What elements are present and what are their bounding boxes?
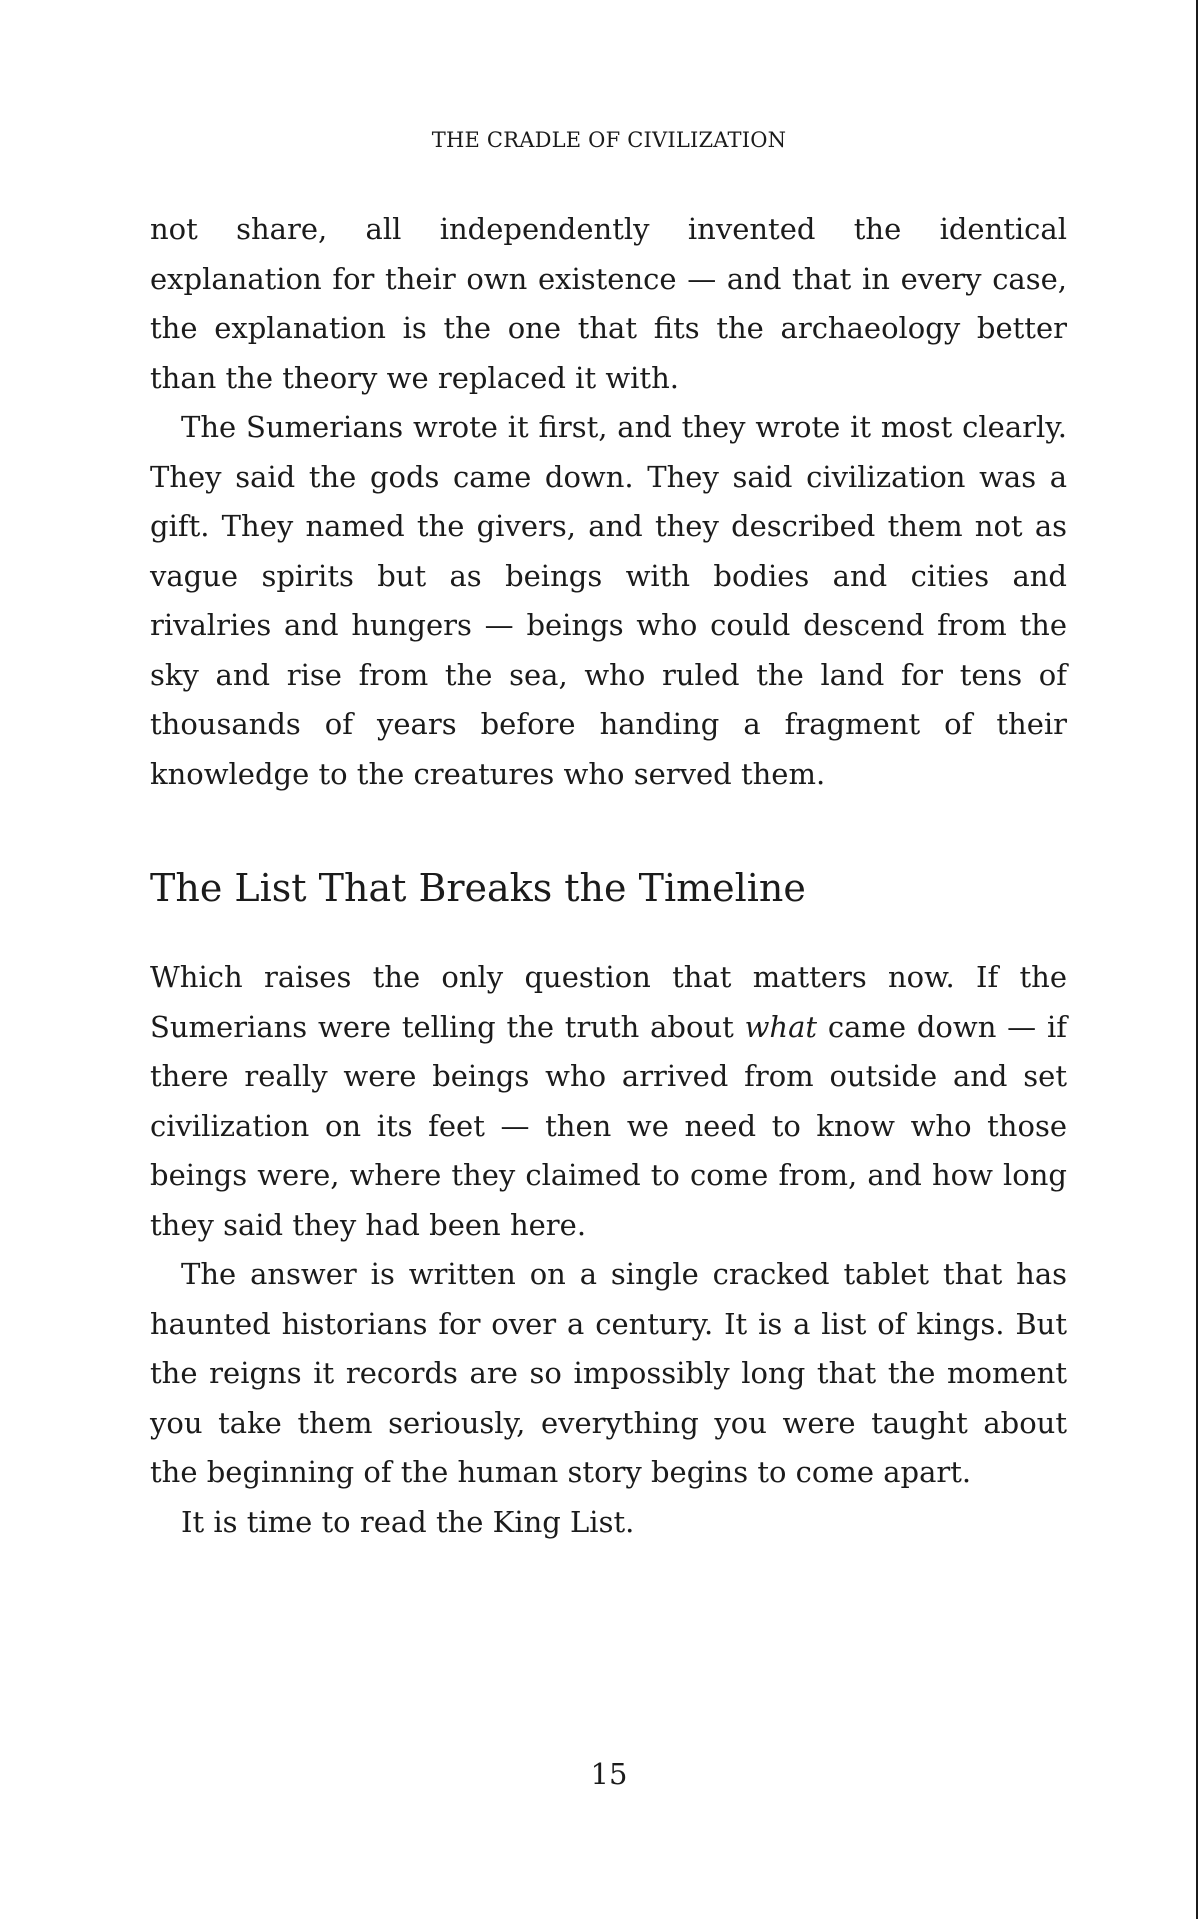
page-edge-rule [1196, 0, 1198, 1919]
page-number: 15 [590, 1757, 628, 1791]
question-text-end: came down — if there really were beings who arrived from outside and set civilization on its feet — then we need to know who those beings were, where they claimed to come from, and how long they said they had been here. [150, 1009, 1067, 1242]
question-emphasis: what [744, 1009, 818, 1044]
paragraph-answer: The answer is written on a single cracked tablet that has haunted historians for over a century. It is a list of kings. But the reigns it records are so impossibly long that the moment you take them seriously, everything you were taught about the beginning of the human story begins to come apart. [150, 1257, 1067, 1489]
question-text-start: Which raises the only question that matters now. If the Sumerians were telling the truth about [150, 960, 1067, 1044]
paragraph-sumerians: The Sumerians wrote it first, and they wrote it most clearly. They said the gods came down. They said civilization was a gift. They named the givers, and they described them not as vague spirits but as beings with bodies and cities and rivalries and hungers — beings who could descend from the sky and rise from the sea, who ruled the land for tens of thousands of years before handing a fragment of their knowledge to the creatures who served them. [150, 410, 1067, 791]
section-heading: The List That Breaks the Timeline [150, 866, 806, 910]
paragraph-closing: It is time to read the King List. [181, 1504, 635, 1539]
running-head: THE CRADLE OF CIVILIZATION [431, 128, 787, 152]
paragraph-continuation: not share, all independently invented the identical explanation for their own existence — and that in every case, the explanation is the one that fits the archaeology better than the theory we replaced it with. [150, 212, 1067, 395]
body-text [150, 205, 1067, 1547]
paragraph-question [150, 953, 1067, 1250]
